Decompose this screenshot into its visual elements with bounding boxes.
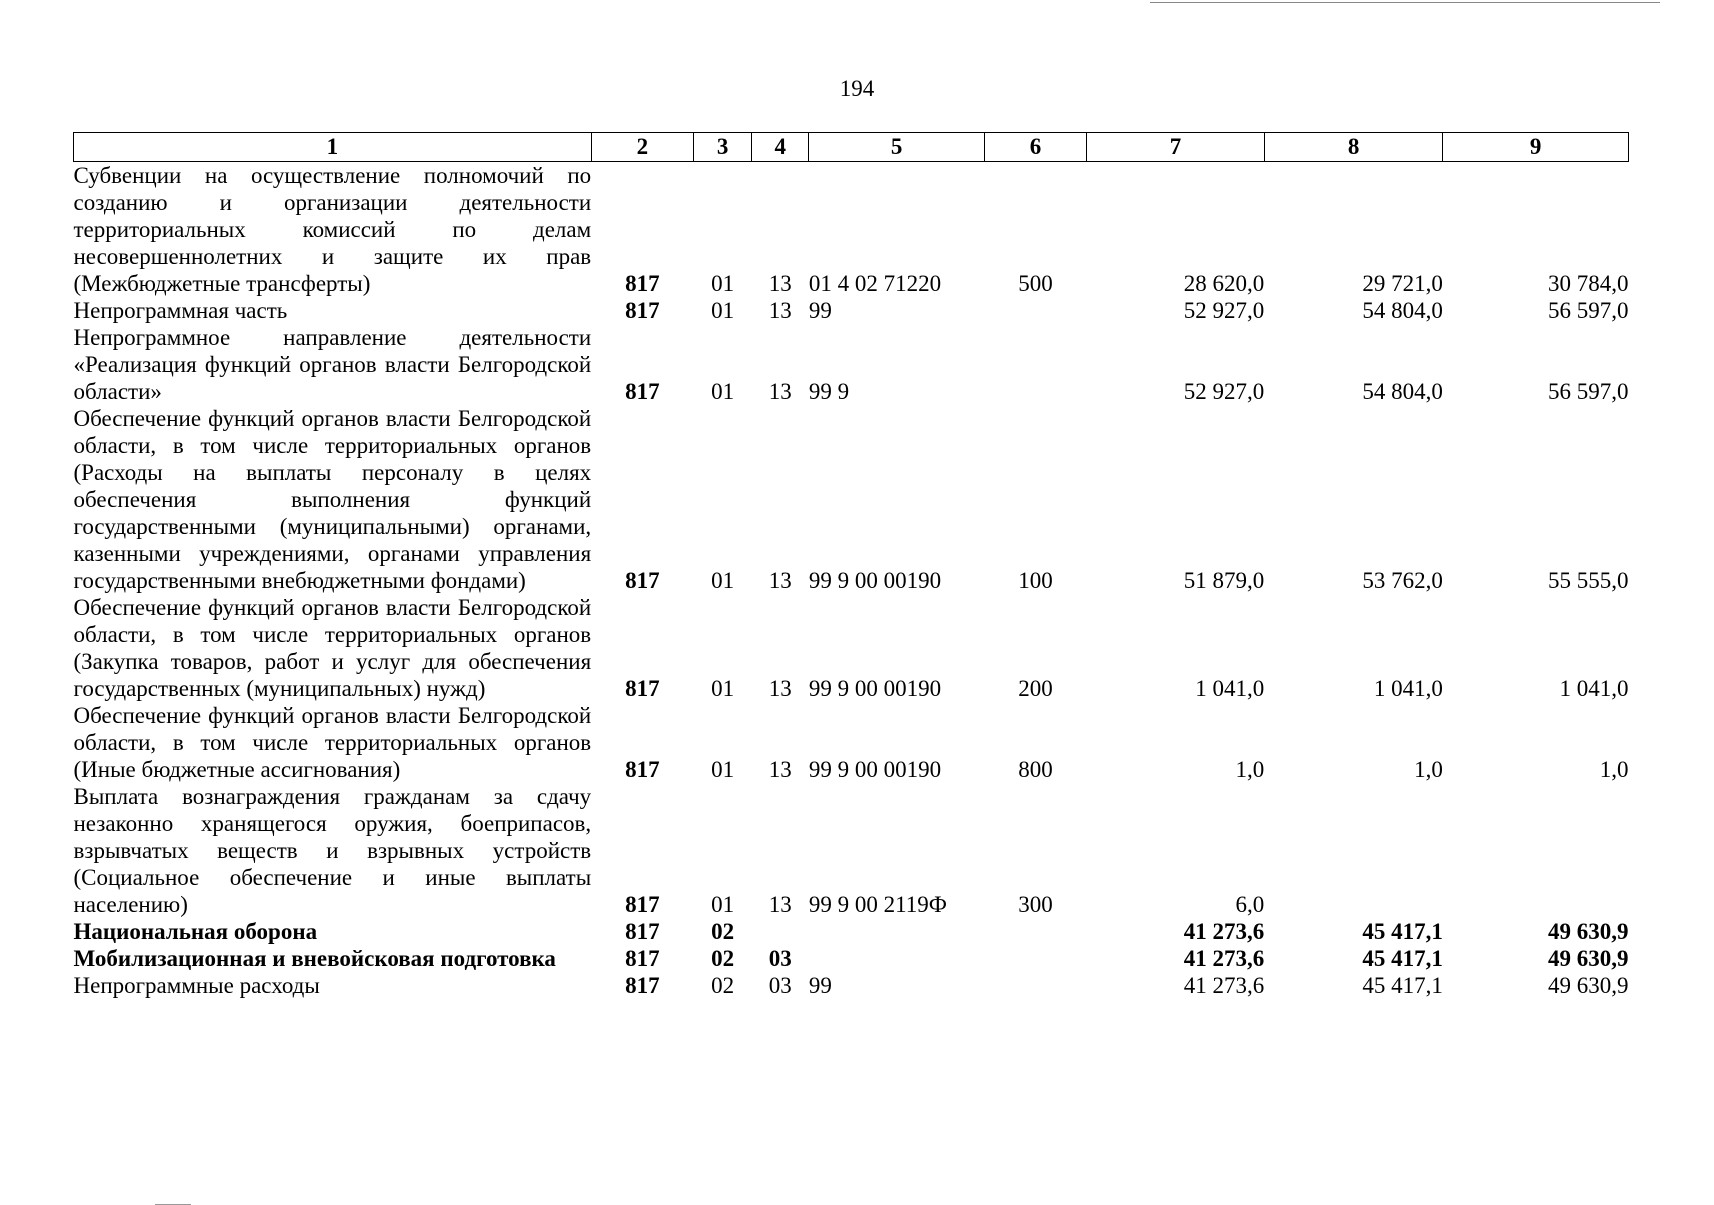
cell-col-5: 99: [808, 298, 832, 323]
cell-col-6: [984, 324, 1086, 405]
cell-col-8: [1264, 783, 1443, 918]
header-cell-3: 3: [693, 133, 751, 162]
cell-col-7: 41 273,6: [1183, 919, 1265, 944]
cell-col-9: 49 630,9: [1548, 919, 1629, 944]
row-description: Непрограммное направление деятельности «Реализация функций органов власти Белгородской области»: [73, 325, 592, 404]
cell-col-4: 03: [768, 973, 792, 998]
page-number: 194: [839, 76, 875, 101]
budget-table: [73, 132, 1629, 999]
cell-col-8: 1,0: [1414, 757, 1443, 782]
cell-col-3: 01: [711, 892, 735, 917]
cell-col-4: 13: [768, 568, 792, 593]
cell-col-5: 01 4 02 71220: [808, 271, 942, 296]
row-description: Обеспечение функций органов власти Белгородской области, в том числе территориальных органов (Расходы на выплаты персоналу в целях обеспечения выполнения функций государственными (муниципальными) органами, казенными учреждениями, органами управления государственными внебюджетными фондами): [73, 406, 592, 593]
cell-col-5: [809, 918, 985, 945]
table-row: [74, 162, 1629, 298]
header-cell-5: 5: [809, 133, 985, 162]
cell-col-9: [1443, 783, 1629, 918]
cell-col-5: 99 9: [808, 379, 850, 404]
cell-col-6: [984, 297, 1086, 324]
cell-col-3: 02: [711, 919, 735, 944]
cell-col-9: 1,0: [1599, 757, 1629, 782]
table-body: [74, 162, 1629, 1000]
cell-col-7: 41 273,6: [1183, 973, 1265, 998]
cell-col-7: 52 927,0: [1183, 298, 1265, 323]
cell-col-3: 02: [711, 946, 735, 971]
cell-col-4: 13: [768, 757, 792, 782]
cell-col-2: 817: [625, 271, 660, 296]
cell-col-9: 1 041,0: [1559, 676, 1629, 701]
cell-col-9: 49 630,9: [1548, 973, 1629, 998]
cell-col-3: 02: [711, 973, 735, 998]
cell-col-9: 49 630,9: [1548, 946, 1629, 971]
table-row: [74, 945, 1629, 972]
row-description: Выплата вознаграждения гражданам за сдачу незаконно хранящегося оружия, боеприпасов, взрывчатых веществ и взрывных устройств (Социальное обеспечение и иные выплаты населению): [73, 784, 592, 917]
table-row: [74, 405, 1629, 594]
header-row: [74, 133, 1629, 162]
cell-col-7: 1,0: [1235, 757, 1265, 782]
cell-col-7: 41 273,6: [1183, 946, 1265, 971]
cell-col-2: 817: [625, 919, 660, 944]
header-cell-9: 9: [1443, 133, 1629, 162]
cell-col-9: 56 597,0: [1548, 298, 1629, 323]
header-cell-1: 1: [74, 133, 592, 162]
table-row: [74, 297, 1629, 324]
cell-col-8: 29 721,0: [1362, 271, 1443, 296]
cell-col-8: 54 804,0: [1362, 298, 1443, 323]
cell-col-8: 45 417,1: [1362, 946, 1443, 971]
header-cell-4: 4: [752, 133, 809, 162]
cell-col-5: [809, 945, 985, 972]
table-row: [74, 783, 1629, 918]
cell-col-3: 01: [711, 757, 735, 782]
top-rule: [1150, 2, 1660, 3]
cell-col-6: 300: [1018, 892, 1053, 917]
cell-col-2: 817: [625, 379, 660, 404]
cell-col-2: 817: [625, 946, 660, 971]
header-cell-8: 8: [1264, 133, 1443, 162]
cell-col-7: 51 879,0: [1183, 568, 1265, 593]
row-description: Непрограммные расходы: [73, 973, 320, 998]
table-row: [74, 972, 1629, 999]
cell-col-4: 13: [768, 271, 792, 296]
cell-col-9: 56 597,0: [1548, 379, 1629, 404]
cell-col-8: 54 804,0: [1362, 379, 1443, 404]
row-description: Национальная оборона: [73, 919, 318, 944]
cell-col-7: 6,0: [1235, 892, 1265, 917]
cell-col-7: 52 927,0: [1183, 379, 1265, 404]
cell-col-9: 30 784,0: [1548, 271, 1629, 296]
row-description: Субвенции на осуществление полномочий по созданию и организации деятельности территориальных комиссий по делам несовершеннолетних и защите их прав (Межбюджетные трансферты): [73, 163, 592, 296]
header-cell-2: 2: [591, 133, 693, 162]
cell-col-3: 01: [711, 298, 735, 323]
header-cell-6: 6: [984, 133, 1086, 162]
header-cell-7: 7: [1087, 133, 1265, 162]
cell-col-3: 01: [711, 568, 735, 593]
cell-col-9: 55 555,0: [1548, 568, 1629, 593]
table-row: [74, 702, 1629, 783]
cell-col-6: 800: [1018, 757, 1053, 782]
cell-col-6: 100: [1018, 568, 1053, 593]
cell-col-2: 817: [625, 892, 660, 917]
cell-col-2: 817: [625, 676, 660, 701]
cell-col-4: 03: [768, 946, 792, 971]
cell-col-3: 01: [711, 379, 735, 404]
cell-col-4: [752, 918, 809, 945]
table-row: [74, 918, 1629, 945]
cell-col-3: 01: [711, 676, 735, 701]
cell-col-4: 13: [768, 298, 792, 323]
cell-col-4: 13: [768, 379, 792, 404]
cell-col-2: 817: [625, 973, 660, 998]
table-row: [74, 594, 1629, 702]
cell-col-2: 817: [625, 568, 660, 593]
cell-col-6: 500: [1018, 271, 1053, 296]
cell-col-6: [984, 918, 1086, 945]
cell-col-2: 817: [625, 298, 660, 323]
cell-col-7: 28 620,0: [1183, 271, 1265, 296]
cell-col-8: 53 762,0: [1362, 568, 1443, 593]
cell-col-8: 1 041,0: [1373, 676, 1443, 701]
cell-col-7: 1 041,0: [1195, 676, 1265, 701]
cell-col-5: 99 9 00 00190: [808, 676, 942, 701]
row-description: Непрограммная часть: [73, 298, 288, 323]
row-description: Обеспечение функций органов власти Белгородской области, в том числе территориальных органов (Иные бюджетные ассигнования): [73, 703, 592, 782]
cell-col-6: [984, 945, 1086, 972]
cell-col-8: 45 417,1: [1362, 973, 1443, 998]
cell-col-5: 99: [808, 973, 832, 998]
cell-col-6: 200: [1018, 676, 1053, 701]
cell-col-2: 817: [625, 757, 660, 782]
cell-col-5: 99 9 00 2119Ф: [808, 892, 947, 917]
cell-col-4: 13: [768, 676, 792, 701]
table-row: [74, 324, 1629, 405]
row-description: Обеспечение функций органов власти Белгородской области, в том числе территориальных органов (Закупка товаров, работ и услуг для обеспечения государственных (муниципальных) нужд): [73, 595, 592, 701]
cell-col-5: 99 9 00 00190: [808, 568, 942, 593]
cell-col-3: 01: [711, 271, 735, 296]
cell-col-6: [984, 972, 1086, 999]
row-description: Мобилизационная и вневойсковая подготовка: [73, 946, 556, 971]
cell-col-4: 13: [768, 892, 792, 917]
cell-col-8: 45 417,1: [1362, 919, 1443, 944]
cell-col-5: 99 9 00 00190: [808, 757, 942, 782]
